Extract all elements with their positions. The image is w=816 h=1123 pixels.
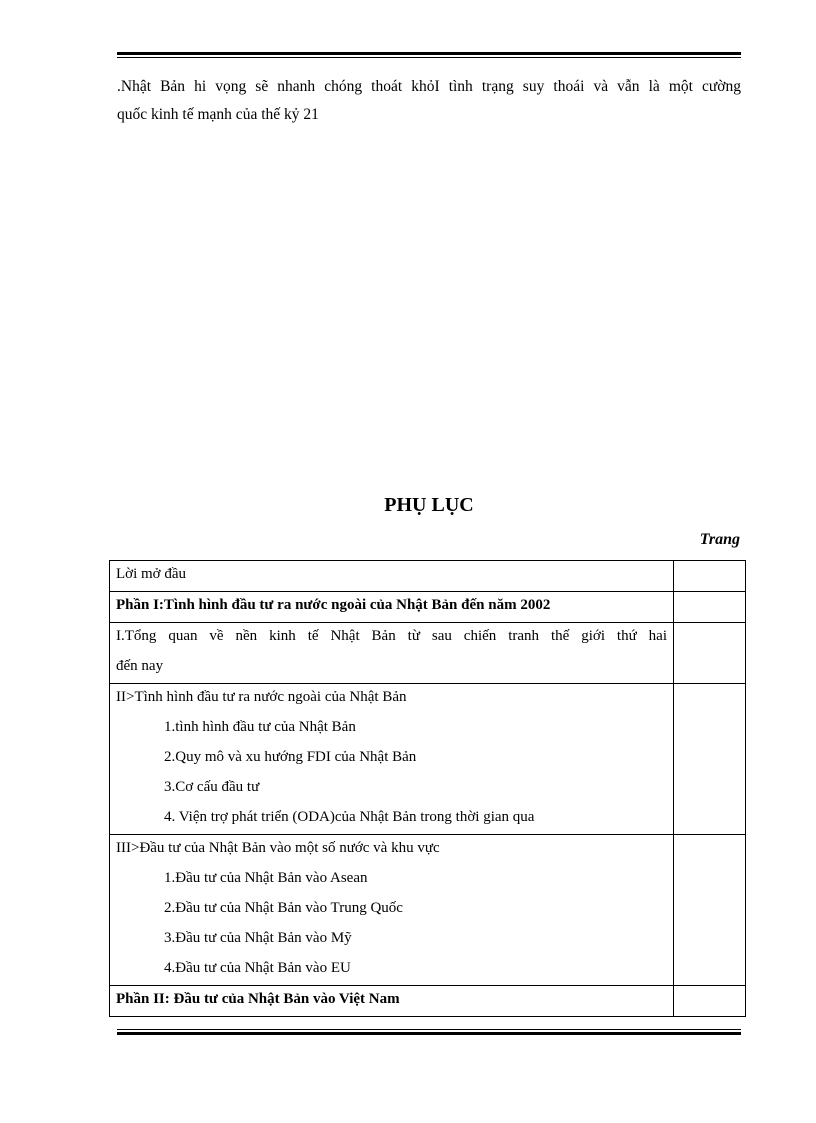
toc-section-heading: I.Tổng quan về nền kinh tế Nhật Bản từ sau chiến tranh thế giới thứ hai xyxy=(116,628,667,644)
toc-subsection: 2.Quy mô và xu hướng FDI của Nhật Bản xyxy=(164,749,417,765)
toc-page-cell xyxy=(674,561,746,592)
intro-paragraph xyxy=(117,73,741,129)
toc-subsection: 2.Đầu tư của Nhật Bản vào Trung Quốc xyxy=(164,900,403,916)
toc-subsection: 3.Cơ cấu đầu tư xyxy=(164,779,260,795)
footer-rule xyxy=(117,1029,741,1035)
toc-entry-cell xyxy=(110,835,674,986)
toc-row-part-1 xyxy=(110,592,746,623)
toc-subsection: 3.Đầu tư của Nhật Bản vào Mỹ xyxy=(164,930,352,946)
toc-section-heading: II>Tình hình đầu tư ra nước ngoài của Nhật Bản xyxy=(116,689,407,705)
toc-section-heading-cont: đến nay xyxy=(116,658,164,674)
toc-section-heading: III>Đầu tư của Nhật Bản vào một số nước và khu vực xyxy=(116,840,440,856)
toc-row-section-3 xyxy=(110,835,746,986)
toc-entry-cell xyxy=(110,986,674,1017)
toc-part-heading: Phần I:Tình hình đầu tư ra nước ngoài của Nhật Bản đến năm 2002 xyxy=(116,597,551,613)
toc-page-cell xyxy=(674,623,746,684)
paragraph-line-1: .Nhật Bản hi vọng sẽ nhanh chóng thoát khỏI tình trạng suy thoái và vẫn là một cường xyxy=(117,78,741,95)
table-of-contents xyxy=(109,560,746,1017)
header-rule xyxy=(117,52,741,58)
toc-entry: Lời mở đầu xyxy=(116,566,187,582)
toc-entry-cell xyxy=(110,684,674,835)
paragraph-line-2: quốc kinh tế mạnh của thế kỷ 21 xyxy=(117,106,319,123)
toc-subsection: 4. Viện trợ phát triển (ODA)của Nhật Bản trong thời gian qua xyxy=(164,809,535,825)
toc-row-intro xyxy=(110,561,746,592)
page-column-label: Trang xyxy=(699,531,740,548)
appendix-title: PHỤ LỤC xyxy=(384,494,474,516)
toc-page-cell xyxy=(674,835,746,986)
toc-entry-cell xyxy=(110,561,674,592)
toc-page-cell xyxy=(674,684,746,835)
toc-subsection: 4.Đầu tư của Nhật Bản vào EU xyxy=(164,960,351,976)
toc-entry-cell xyxy=(110,592,674,623)
toc-subsection: 1.tình hình đầu tư của Nhật Bản xyxy=(164,719,356,735)
toc-row-part-2 xyxy=(110,986,746,1017)
toc-part-heading: Phần II: Đầu tư của Nhật Bản vào Việt Nam xyxy=(116,991,400,1007)
toc-row-section-1 xyxy=(110,623,746,684)
toc-page-cell xyxy=(674,986,746,1017)
toc-subsection: 1.Đầu tư của Nhật Bản vào Asean xyxy=(164,870,368,886)
toc-entry-cell xyxy=(110,623,674,684)
toc-row-section-2 xyxy=(110,684,746,835)
toc-page-cell xyxy=(674,592,746,623)
